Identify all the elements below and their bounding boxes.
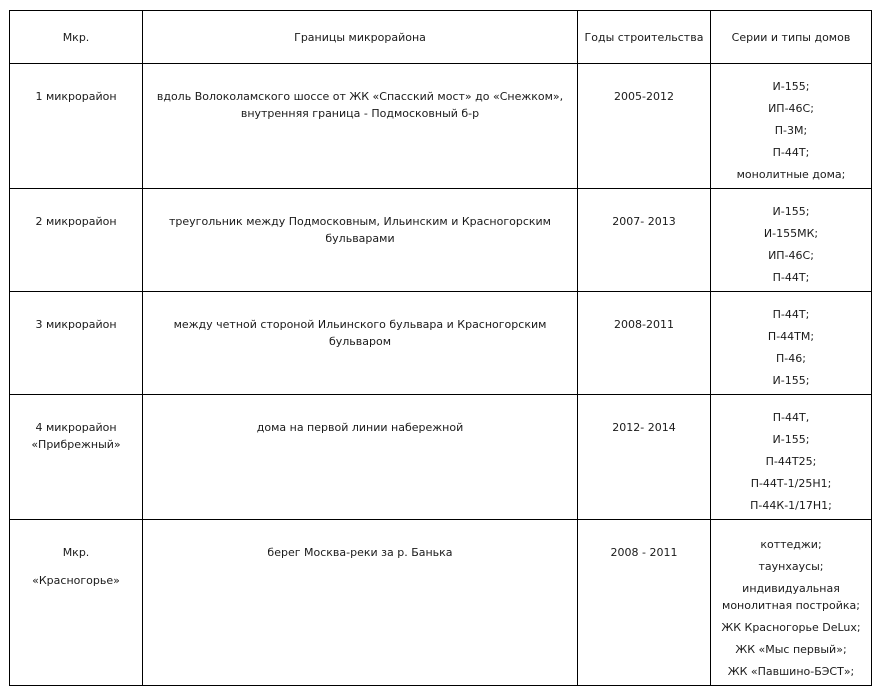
borders-line: внутренняя граница - Подмосковный б-р <box>240 107 480 120</box>
district-years-cell <box>578 64 711 189</box>
series-item: ЖК «Мыс первый»; <box>735 643 847 656</box>
borders-line: бульваром <box>328 335 392 348</box>
district-series-cell <box>711 520 872 686</box>
series-item: П-44Т; <box>772 146 810 159</box>
series-item: П-44Т, <box>772 411 810 424</box>
table-header-row <box>10 11 872 64</box>
district-series-cell <box>711 292 872 395</box>
series-item: монолитные дома; <box>736 168 846 181</box>
header-years: Годы строительства <box>578 11 711 64</box>
series-item: И-155; <box>772 205 810 218</box>
series-item: П-44Т; <box>772 271 810 284</box>
borders-line: берег Москва-реки за р. Банька <box>267 546 453 559</box>
district-series-cell <box>711 64 872 189</box>
table-row <box>10 395 872 520</box>
district-years-cell <box>578 189 711 292</box>
series-list <box>717 395 865 514</box>
series-list <box>717 292 865 389</box>
district-name: 4 микрорайон <box>35 421 117 434</box>
district-years-cell <box>578 520 711 686</box>
series-item: коттеджи; <box>760 538 822 551</box>
table-row <box>10 64 872 189</box>
districts-table <box>9 10 872 686</box>
series-item: ЖК «Павшино-БЭСТ»; <box>727 665 855 678</box>
district-name: 3 микрорайон <box>35 318 117 331</box>
series-list <box>717 520 865 680</box>
district-name-cell <box>10 64 143 189</box>
district-name-cell <box>10 189 143 292</box>
district-name: Мкр. <box>62 546 90 559</box>
series-list <box>717 64 865 183</box>
years-value: 2005-2012 <box>614 90 674 103</box>
borders-line: бульварами <box>325 232 395 245</box>
district-borders-cell <box>143 64 578 189</box>
series-item: И-155; <box>772 433 810 446</box>
series-item: П-46; <box>776 352 806 365</box>
series-item: П-44Т-1/25Н1; <box>750 477 832 490</box>
district-borders-cell <box>143 292 578 395</box>
district-years-cell <box>578 395 711 520</box>
header-series: Серии и типы домов <box>711 11 872 64</box>
series-item: ЖК Красногорье DeLux; <box>721 621 861 634</box>
series-item: индивидуальная монолитная постройка; <box>722 582 860 612</box>
table-row <box>10 189 872 292</box>
series-item: П-44Т25; <box>765 455 817 468</box>
district-name-cell <box>10 520 143 686</box>
series-item: И-155МК; <box>763 227 819 240</box>
borders-line: между четной стороной Ильинского бульвара и Красногорским <box>173 318 547 331</box>
years-value: 2007- 2013 <box>612 215 676 228</box>
series-item: П-3М; <box>774 124 808 137</box>
borders-line: дома на первой линии набережной <box>256 421 464 434</box>
table-row <box>10 520 872 686</box>
series-item: ИП-46С; <box>768 102 814 115</box>
district-name: «Прибрежный» <box>31 438 121 451</box>
district-borders-cell <box>143 395 578 520</box>
district-name-cell <box>10 395 143 520</box>
header-borders: Границы микрорайона <box>143 11 578 64</box>
borders-line: вдоль Волоколамского шоссе от ЖК «Спасский мост» до «Снежком», <box>156 90 564 103</box>
district-name: «Красногорье» <box>32 574 120 587</box>
series-item: ИП-46С; <box>768 249 814 262</box>
header-mkr: Мкр. <box>10 11 143 64</box>
table-row <box>10 292 872 395</box>
series-item: П-44Т; <box>772 308 810 321</box>
district-series-cell <box>711 189 872 292</box>
district-series-cell <box>711 395 872 520</box>
series-item: таунхаусы; <box>758 560 824 573</box>
series-item: П-44ТМ; <box>767 330 815 343</box>
years-value: 2012- 2014 <box>612 421 676 434</box>
series-item: П-44К-1/17Н1; <box>750 499 832 512</box>
series-list <box>717 189 865 286</box>
district-name-cell <box>10 292 143 395</box>
years-value: 2008-2011 <box>614 318 674 331</box>
series-item: И-155; <box>772 80 810 93</box>
district-name: 2 микрорайон <box>35 215 117 228</box>
district-borders-cell <box>143 520 578 686</box>
borders-line: треугольник между Подмосковным, Ильинским и Красногорским <box>169 215 551 228</box>
years-value: 2008 - 2011 <box>610 546 678 559</box>
district-name: 1 микрорайон <box>35 90 117 103</box>
series-item: И-155; <box>772 374 810 387</box>
district-years-cell <box>578 292 711 395</box>
district-borders-cell <box>143 189 578 292</box>
